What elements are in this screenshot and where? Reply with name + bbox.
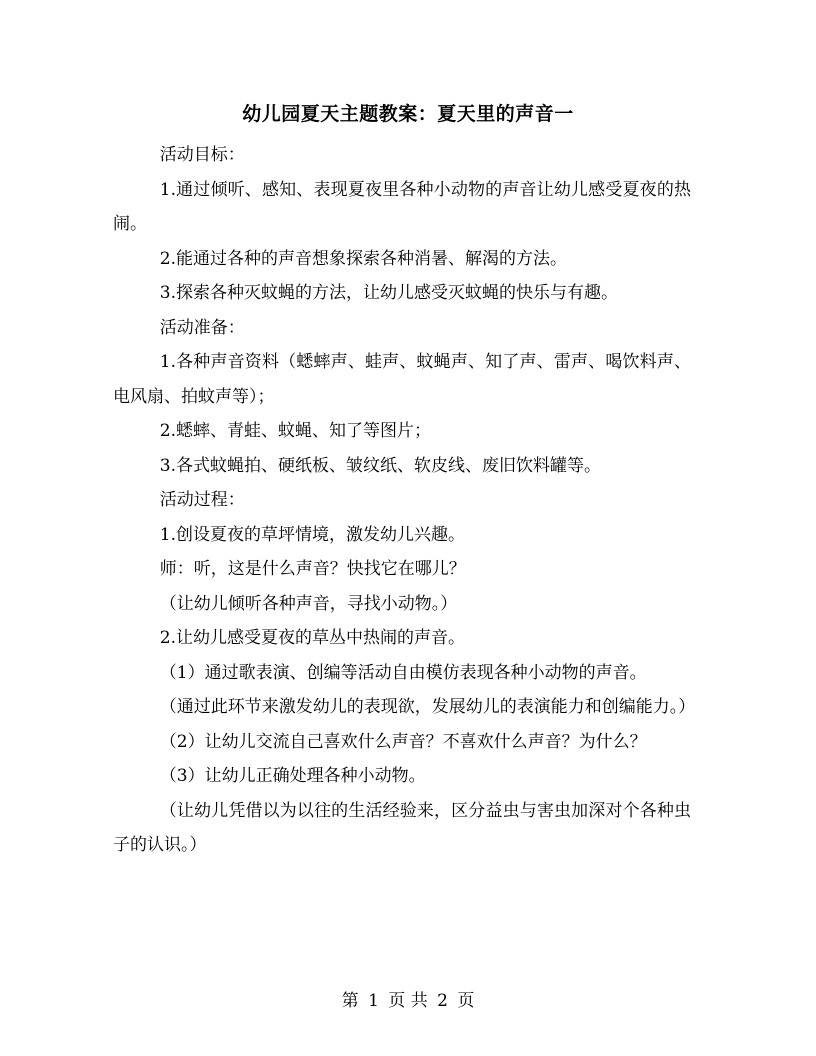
paragraph-prep-2: 2.蟋蟀、青蛙、蚊蝇、知了等图片； [159, 421, 431, 441]
paragraph-heading-process: 活动过程： [159, 490, 245, 510]
paragraph-note-3: （让幼儿凭借以为以往的生活经验来，区分益虫与害虫加深对个各种虫子的认识。） [113, 800, 691, 855]
document-title: 幼儿园夏天主题教案：夏天里的声音一 [242, 103, 574, 125]
footer-total-pages: 2 [437, 991, 448, 1011]
paragraph-heading-preparation: 活动准备： [159, 317, 245, 338]
paragraph-goal-1: 1.通过倾听、感知、表现夏夜里各种小动物的声音让幼儿感受夏夜的热闹。 [113, 179, 691, 234]
paragraph-goal-3: 3.探索各种灭蚊蝇的方法，让幼儿感受灭蚊蝇的快乐与有趣。 [159, 283, 618, 303]
document-body [113, 138, 696, 863]
paragraph-prep-3: 3.各式蚊蝇拍、硬纸板、皱纹纸、软皮线、废旧饮料罐等。 [159, 455, 601, 476]
paragraph-prep-1: 1.各种声音资料（蟋蟀声、蛙声、蚊蝇声、知了声、雷声、喝饮料声、电风扇、拍蚊声等）； [113, 352, 691, 407]
footer-current-page: 1 [368, 991, 379, 1011]
page-footer [0, 986, 816, 1011]
paragraph-goal-2: 2.能通过各种的声音想象探索各种消暑、解渴的方法。 [159, 248, 567, 269]
paragraph-step-3: （3）让幼儿正确处理各种小动物。 [159, 766, 426, 786]
footer-mid: 页 共 [388, 991, 428, 1011]
paragraph-note-2: （通过此环节来激发幼儿的表现欲，发展幼儿的表演能力和创编能力。） [159, 697, 696, 717]
paragraph-heading-goals: 活动目标： [159, 145, 245, 165]
paragraph-process-2: 2.让幼儿感受夏夜的草丛中热闹的声音。 [159, 628, 465, 648]
footer-suffix: 页 [457, 991, 475, 1011]
paragraph-note-1: （让幼儿倾听各种声音，寻找小动物。） [159, 593, 458, 614]
paragraph-step-2: （2）让幼儿交流自己喜欢什么声音？不喜欢什么声音？为什么？ [159, 731, 647, 752]
paragraph-process-1: 1.创设夏夜的草坪情境，激发幼儿兴趣。 [159, 524, 465, 545]
paragraph-step-1: （1）通过歌表演、创编等活动自由模仿表现各种小动物的声音。 [159, 662, 647, 683]
paragraph-teacher-line: 师：听，这是什么声音？快找它在哪儿？ [159, 559, 466, 579]
footer-prefix: 第 [341, 991, 359, 1011]
